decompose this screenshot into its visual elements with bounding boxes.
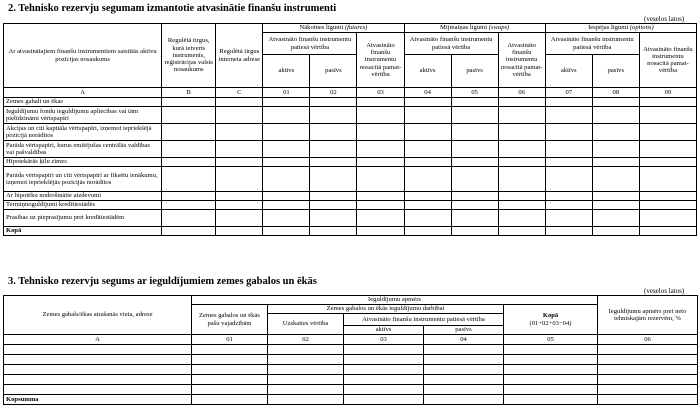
table-cell[interactable] — [504, 385, 598, 395]
table-cell[interactable] — [404, 141, 451, 158]
table-cell[interactable] — [216, 167, 263, 192]
row-label: Prasības uz pieprasījumu pret kredītiestādēm — [4, 210, 162, 227]
liabilities-futures: pasīvs — [310, 55, 357, 88]
table-cell[interactable] — [216, 158, 263, 167]
code-cell: 05 — [504, 335, 598, 345]
table-cell[interactable] — [498, 192, 545, 201]
table-cell[interactable] — [451, 124, 498, 141]
table-cell[interactable] — [592, 210, 639, 227]
table-cell[interactable] — [592, 158, 639, 167]
fair-value-swaps: Atvasināto finanšu instrumentu patiesā vērtība — [404, 33, 498, 55]
table-row — [4, 210, 697, 227]
table-row — [4, 98, 697, 107]
table-cell[interactable] — [216, 98, 263, 107]
col-a-header: Ar atvasinātajiem finanšu instrumentiem saistītās aktīvu pozīcijas nosaukums — [4, 24, 162, 88]
land-activity-header: Zemes gabalos un ēkās ieguldījumu darbībai — [268, 305, 504, 314]
derivatives-body — [4, 98, 697, 236]
code-cell: A — [4, 335, 192, 345]
section3-units: (veselos latos) — [644, 287, 685, 295]
table-cell[interactable] — [263, 192, 310, 201]
table-cell[interactable] — [357, 98, 404, 107]
table-cell[interactable] — [545, 167, 592, 192]
code-cell: 02 — [310, 88, 357, 98]
table-cell[interactable] — [504, 375, 598, 385]
table-cell[interactable] — [598, 385, 698, 395]
table-cell[interactable] — [162, 192, 216, 201]
table-cell[interactable] — [404, 98, 451, 107]
liabilities-options: pasīvs — [592, 55, 639, 88]
deriv-fair-value-header: Atvasināto finanšu instrumentu patiesā vērtība — [344, 314, 504, 326]
location-header: Zemes gabals/ēkas atrašanās vieta, adrese — [4, 296, 192, 335]
table-cell[interactable] — [216, 124, 263, 141]
code-cell: 03 — [344, 335, 424, 345]
table-cell[interactable] — [216, 107, 263, 124]
row-label: Parāda vērtspapīri un citi vērtspapīri ar fiksētu ienākumu, izņemot iepriekšējās pozīcijās norādītos — [4, 167, 162, 192]
table-cell[interactable] — [498, 158, 545, 167]
table-cell[interactable] — [504, 395, 598, 405]
table-cell[interactable] — [162, 124, 216, 141]
table-cell[interactable] — [498, 227, 545, 236]
section3-title: 3. Tehnisko rezervju segums ar ieguldījumiem zemes gabalos un ēkās — [8, 276, 317, 287]
table-cell[interactable] — [268, 355, 344, 365]
table-cell[interactable] — [504, 355, 598, 365]
code-cell: 03 — [357, 88, 404, 98]
table-cell[interactable] — [162, 141, 216, 158]
table-cell[interactable] — [498, 167, 545, 192]
assets-options: aktīvs — [545, 55, 592, 88]
table-row — [4, 167, 697, 192]
table-cell[interactable] — [263, 141, 310, 158]
table-row — [4, 107, 697, 124]
table-cell[interactable] — [192, 345, 268, 355]
fair-value-options: Atvasināto finanšu instrumentu patiesā vērtība — [545, 33, 639, 55]
table-cell[interactable] — [357, 124, 404, 141]
table-cell[interactable] — [344, 365, 424, 375]
section2-units: (veselos latos) — [644, 15, 685, 23]
table-cell[interactable] — [404, 192, 451, 201]
table-cell[interactable] — [592, 141, 639, 158]
table-cell[interactable] — [592, 167, 639, 192]
table-row — [4, 365, 698, 375]
table-cell[interactable] — [545, 98, 592, 107]
table-cell[interactable] — [310, 124, 357, 141]
table-cell[interactable] — [451, 167, 498, 192]
table-cell[interactable] — [263, 210, 310, 227]
table-cell[interactable] — [639, 210, 696, 227]
code-cell: A — [4, 88, 162, 98]
assets-futures: aktīvs — [263, 55, 310, 88]
table-cell[interactable] — [162, 227, 216, 236]
table-cell[interactable] — [310, 167, 357, 192]
table-cell[interactable] — [451, 201, 498, 210]
table-cell[interactable] — [310, 192, 357, 201]
table-cell[interactable] — [404, 158, 451, 167]
table-row — [4, 345, 698, 355]
code-cell: 05 — [451, 88, 498, 98]
table-cell[interactable] — [451, 107, 498, 124]
code-row — [4, 88, 697, 98]
table-cell[interactable] — [424, 345, 504, 355]
table-cell[interactable] — [639, 227, 696, 236]
code-cell: 08 — [592, 88, 639, 98]
table-cell[interactable] — [4, 355, 192, 365]
table-cell[interactable] — [451, 210, 498, 227]
table-cell[interactable] — [268, 395, 344, 405]
table-cell[interactable] — [263, 107, 310, 124]
table-cell[interactable] — [263, 227, 310, 236]
code-cell: 07 — [545, 88, 592, 98]
table-cell[interactable] — [162, 167, 216, 192]
ratio-header: Ieguldījumu apmērs pret neto tehniskajām rezervēm, % — [598, 296, 698, 335]
table-cell[interactable] — [498, 107, 545, 124]
table-cell[interactable] — [263, 124, 310, 141]
book-value-header: Uzskaites vērtība — [268, 314, 344, 335]
table-cell[interactable] — [344, 375, 424, 385]
table-cell[interactable] — [216, 141, 263, 158]
table-cell[interactable] — [344, 345, 424, 355]
table-cell[interactable] — [639, 201, 696, 210]
table-cell[interactable] — [263, 167, 310, 192]
table-cell[interactable] — [268, 385, 344, 395]
table-cell[interactable] — [592, 98, 639, 107]
group-options: Iespējas līgumi (options) — [545, 24, 696, 33]
table-cell[interactable] — [404, 201, 451, 210]
table-cell[interactable] — [424, 365, 504, 375]
table-cell[interactable] — [545, 124, 592, 141]
table-cell[interactable] — [451, 227, 498, 236]
table-cell[interactable] — [268, 345, 344, 355]
table-cell[interactable] — [451, 98, 498, 107]
derivatives-table — [3, 23, 697, 236]
table-cell[interactable] — [451, 158, 498, 167]
row-label: Ieguldījumu fondu ieguldījumu apliecības vai tām pielīdzināmi vērtspapīri — [4, 107, 162, 124]
table-cell[interactable] — [4, 365, 192, 375]
table-cell[interactable] — [192, 395, 268, 405]
table-cell[interactable] — [310, 201, 357, 210]
table-cell[interactable] — [598, 375, 698, 385]
table-cell[interactable] — [192, 355, 268, 365]
table-row — [4, 124, 697, 141]
table-cell[interactable] — [598, 355, 698, 365]
code-cell: 04 — [404, 88, 451, 98]
table-cell[interactable] — [592, 192, 639, 201]
real-estate-body — [4, 345, 698, 395]
table-cell[interactable] — [498, 98, 545, 107]
table-cell[interactable] — [424, 395, 504, 405]
table-cell[interactable] — [545, 141, 592, 158]
table-cell[interactable] — [263, 201, 310, 210]
collateral-options: Atvasināto finanšu instrumentu nosacītā pamat-vērtība — [639, 33, 696, 88]
table-cell[interactable] — [498, 124, 545, 141]
table-cell[interactable] — [639, 141, 696, 158]
table-cell[interactable] — [357, 107, 404, 124]
table-cell[interactable] — [404, 227, 451, 236]
table-cell[interactable] — [545, 210, 592, 227]
table-cell[interactable] — [357, 210, 404, 227]
row-label: Termiņnoguldījumi kredītiestādēs — [4, 201, 162, 210]
own-needs-header: Zemes gabalos un ēkās pašu vajadzībām — [192, 305, 268, 335]
footer-row — [4, 395, 698, 405]
table-cell[interactable] — [639, 124, 696, 141]
col-b-header: Regulētā tirgus, kurā ietverts instruments, reģistrācijas valsts nosaukums — [162, 24, 216, 88]
table-cell[interactable] — [162, 158, 216, 167]
table-cell[interactable] — [357, 201, 404, 210]
table-row — [4, 201, 697, 210]
table-cell[interactable] — [639, 167, 696, 192]
table-row — [4, 375, 698, 385]
table-cell[interactable] — [192, 385, 268, 395]
table-cell[interactable] — [310, 98, 357, 107]
table-cell[interactable] — [162, 210, 216, 227]
group-swaps: Mijmaiņas līgumi (swaps) — [404, 24, 545, 33]
collateral-swaps: Atvasināto finanšu instrumentu nosacītā pamat-vērtība — [498, 33, 545, 88]
table-cell[interactable] — [598, 395, 698, 405]
table-cell[interactable] — [498, 210, 545, 227]
table-cell[interactable] — [545, 192, 592, 201]
assets-swaps: aktīvs — [404, 55, 451, 88]
code-cell: 04 — [424, 335, 504, 345]
code-cell: 02 — [268, 335, 344, 345]
table-cell[interactable] — [357, 167, 404, 192]
table-cell[interactable] — [4, 375, 192, 385]
liabilities-header: pasīvs — [424, 326, 504, 335]
assets-header: aktīvs — [344, 326, 424, 335]
table-cell[interactable] — [639, 158, 696, 167]
table-cell[interactable] — [639, 98, 696, 107]
table-cell[interactable] — [162, 107, 216, 124]
code-cell: B — [162, 88, 216, 98]
table-cell[interactable] — [504, 345, 598, 355]
table-cell[interactable] — [162, 201, 216, 210]
table-cell[interactable] — [424, 375, 504, 385]
code-cell: 06 — [598, 335, 698, 345]
table-cell[interactable] — [310, 107, 357, 124]
table-row — [4, 141, 697, 158]
table-cell[interactable] — [310, 158, 357, 167]
code-cell: C — [216, 88, 263, 98]
table-cell[interactable] — [162, 98, 216, 107]
table-cell[interactable] — [404, 210, 451, 227]
table-cell[interactable] — [545, 107, 592, 124]
section2-title: 2. Tehnisko rezervju segumam izmantotie atvasinātie finanšu instrumenti — [8, 3, 337, 14]
real-estate-table — [3, 295, 698, 405]
table-cell[interactable] — [592, 107, 639, 124]
row-label: Zemes gabali un ēkas — [4, 98, 162, 107]
table-cell[interactable] — [344, 385, 424, 395]
table-cell[interactable] — [545, 158, 592, 167]
table-cell[interactable] — [545, 201, 592, 210]
table-cell[interactable] — [344, 395, 424, 405]
table-cell[interactable] — [598, 345, 698, 355]
table-cell[interactable] — [357, 192, 404, 201]
table-cell[interactable] — [498, 141, 545, 158]
table-row — [4, 158, 697, 167]
table-row — [4, 227, 697, 236]
code-row — [4, 335, 698, 345]
table-cell[interactable] — [263, 158, 310, 167]
group-futures: Nākotnes līgumi (futures) — [263, 24, 404, 33]
table-cell[interactable] — [498, 201, 545, 210]
table-cell[interactable] — [357, 141, 404, 158]
row-label: Parāda vērtspapīri, kurus emitējušas centrālās valdības vai pašvaldības — [4, 141, 162, 158]
table-cell[interactable] — [268, 375, 344, 385]
footer-label: Kopsumma — [4, 395, 192, 405]
table-row — [4, 355, 698, 365]
table-cell[interactable] — [192, 375, 268, 385]
table-row — [4, 385, 698, 395]
code-cell: 09 — [639, 88, 696, 98]
collateral-futures: Atvasināto finanšu instrumentu nosacītā pamat-vērtība — [357, 33, 404, 88]
row-label: Akcijas un citi kapitāla vērtspapīri, izņemot iepriekšējā pozīcijā norādītos — [4, 124, 162, 141]
row-label: Kopā — [4, 227, 162, 236]
table-cell[interactable] — [592, 201, 639, 210]
table-cell[interactable] — [216, 210, 263, 227]
table-cell[interactable] — [4, 345, 192, 355]
table-cell[interactable] — [310, 227, 357, 236]
total-header: Kopā (01+02+03−04) — [504, 305, 598, 335]
table-cell[interactable] — [545, 227, 592, 236]
table-cell[interactable] — [216, 227, 263, 236]
table-cell[interactable] — [404, 107, 451, 124]
code-cell: 06 — [498, 88, 545, 98]
table-cell[interactable] — [592, 124, 639, 141]
fair-value-futures: Atvasināto finanšu instrumentu patiesā vērtība — [263, 33, 357, 55]
table-cell[interactable] — [357, 158, 404, 167]
table-cell[interactable] — [404, 124, 451, 141]
table-cell[interactable] — [639, 107, 696, 124]
col-c-header: Regulētā tirgus interneta adrese — [216, 24, 263, 88]
table-cell[interactable] — [216, 192, 263, 201]
table-cell[interactable] — [424, 385, 504, 395]
table-cell[interactable] — [404, 167, 451, 192]
liabilities-swaps: pasīvs — [451, 55, 498, 88]
table-cell[interactable] — [598, 365, 698, 375]
table-cell[interactable] — [592, 227, 639, 236]
table-cell[interactable] — [4, 385, 192, 395]
code-cell: 01 — [263, 88, 310, 98]
table-cell[interactable] — [639, 192, 696, 201]
table-cell[interactable] — [357, 227, 404, 236]
table-cell[interactable] — [310, 141, 357, 158]
table-cell[interactable] — [268, 365, 344, 375]
row-label: Hipotekārās ķīlu zīmes — [4, 158, 162, 167]
table-cell[interactable] — [216, 201, 263, 210]
table-cell[interactable] — [310, 210, 357, 227]
table-cell[interactable] — [504, 365, 598, 375]
table-cell[interactable] — [451, 192, 498, 201]
table-row — [4, 192, 697, 201]
code-cell: 01 — [192, 335, 268, 345]
table-cell[interactable] — [424, 355, 504, 365]
row-label: Ar hipotēku nodrošinātie aizdevumi — [4, 192, 162, 201]
invest-amount-header: Ieguldījumu apmērs — [192, 296, 598, 305]
table-cell[interactable] — [451, 141, 498, 158]
table-cell[interactable] — [344, 355, 424, 365]
table-cell[interactable] — [192, 365, 268, 375]
table-cell[interactable] — [263, 98, 310, 107]
